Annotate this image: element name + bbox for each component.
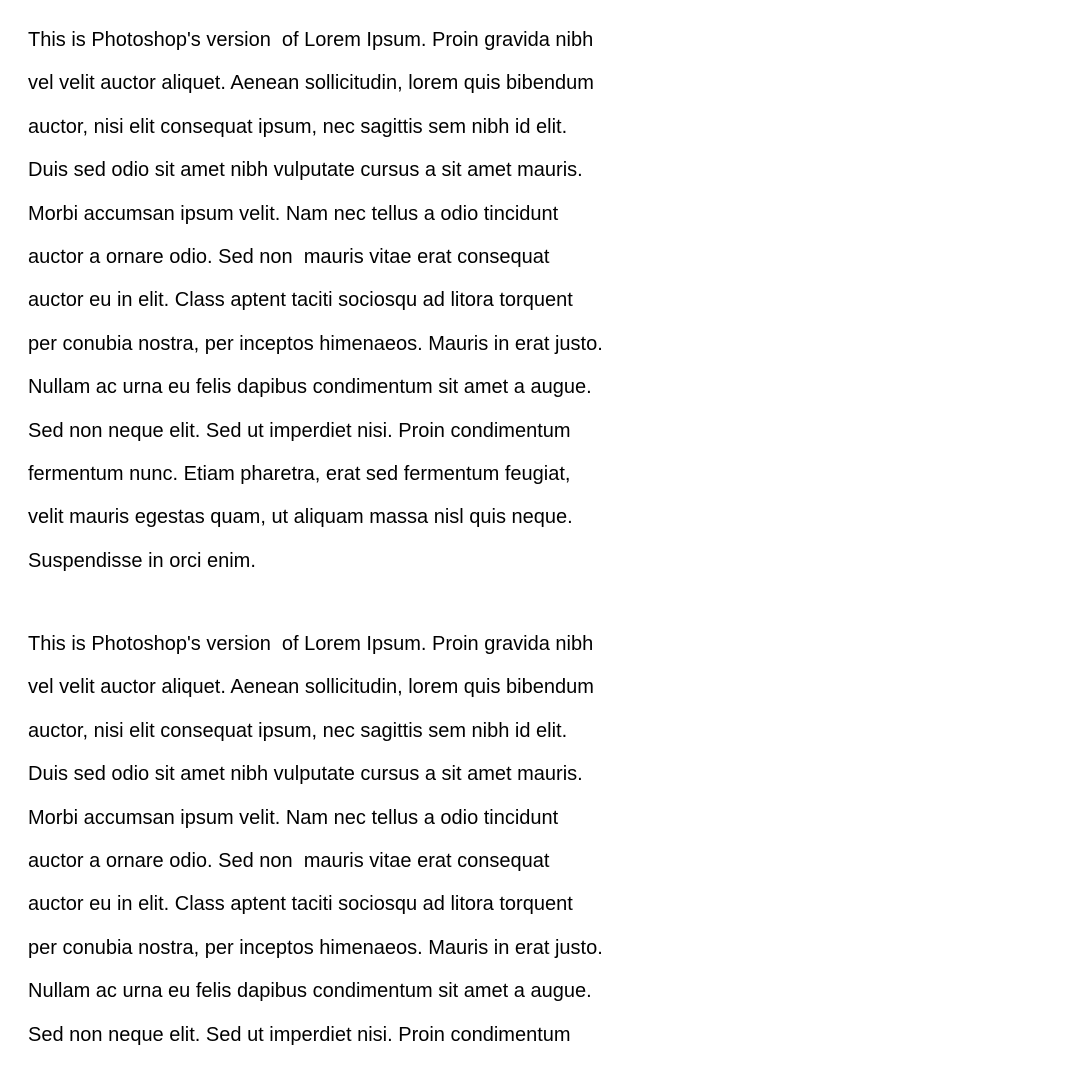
paragraph-line: per conubia nostra, per inceptos himenaeos. Mauris in erat justo. — [28, 936, 603, 959]
paragraph-2 — [28, 623, 1080, 1057]
paragraph-line: auctor eu in elit. Class aptent taciti sociosqu ad litora torquent — [28, 893, 573, 916]
paragraph-1 — [28, 19, 1080, 583]
paragraph-line: auctor a ornare odio. Sed non mauris vitae erat consequat — [28, 849, 550, 872]
paragraph-line: This is Photoshop's version of Lorem Ipsum. Proin gravida nibh — [28, 633, 594, 655]
paragraph-line: per conubia nostra, per inceptos himenaeos. Mauris in erat justo. — [28, 332, 603, 355]
paragraph-line: Nullam ac urna eu felis dapibus condimentum sit amet a augue. — [28, 376, 592, 399]
paragraph-line: velit mauris egestas quam, ut aliquam massa nisl quis neque. — [28, 506, 573, 529]
paragraph-line: Sed non neque elit. Sed ut imperdiet nisi. Proin condimentum — [28, 1023, 571, 1046]
paragraph-line: auctor, nisi elit consequat ipsum, nec sagittis sem nibh id elit. — [28, 115, 568, 138]
paragraph-line: Suspendisse in orci enim. — [28, 549, 256, 572]
paragraph-line: Duis sed odio sit amet nibh vulputate cursus a sit amet mauris. — [28, 763, 583, 786]
paragraph-line: This is Photoshop's version of Lorem Ipsum. Proin gravida nibh — [28, 29, 594, 51]
paragraph-line: auctor, nisi elit consequat ipsum, nec sagittis sem nibh id elit. — [28, 719, 568, 742]
paragraph-line: Morbi accumsan ipsum velit. Nam nec tellus a odio tincidunt — [28, 202, 559, 225]
paragraph-line: Sed non neque elit. Sed ut imperdiet nisi. Proin condimentum — [28, 419, 571, 442]
paragraph-line: Nullam ac urna eu felis dapibus condimentum sit amet a augue. — [28, 980, 592, 1003]
paragraph-line: fermentum nunc. Etiam pharetra, erat sed fermentum feugiat, — [28, 462, 571, 485]
paragraph-line: vel velit auctor aliquet. Aenean sollicitudin, lorem quis bibendum — [28, 676, 594, 699]
paragraph-line: auctor eu in elit. Class aptent taciti sociosqu ad litora torquent — [28, 289, 573, 312]
paragraph-line: auctor a ornare odio. Sed non mauris vitae erat consequat — [28, 245, 550, 268]
paragraph-line: Morbi accumsan ipsum velit. Nam nec tellus a odio tincidunt — [28, 806, 559, 829]
paragraph-line: vel velit auctor aliquet. Aenean sollicitudin, lorem quis bibendum — [28, 72, 594, 95]
paragraph-line: Duis sed odio sit amet nibh vulputate cursus a sit amet mauris. — [28, 159, 583, 182]
